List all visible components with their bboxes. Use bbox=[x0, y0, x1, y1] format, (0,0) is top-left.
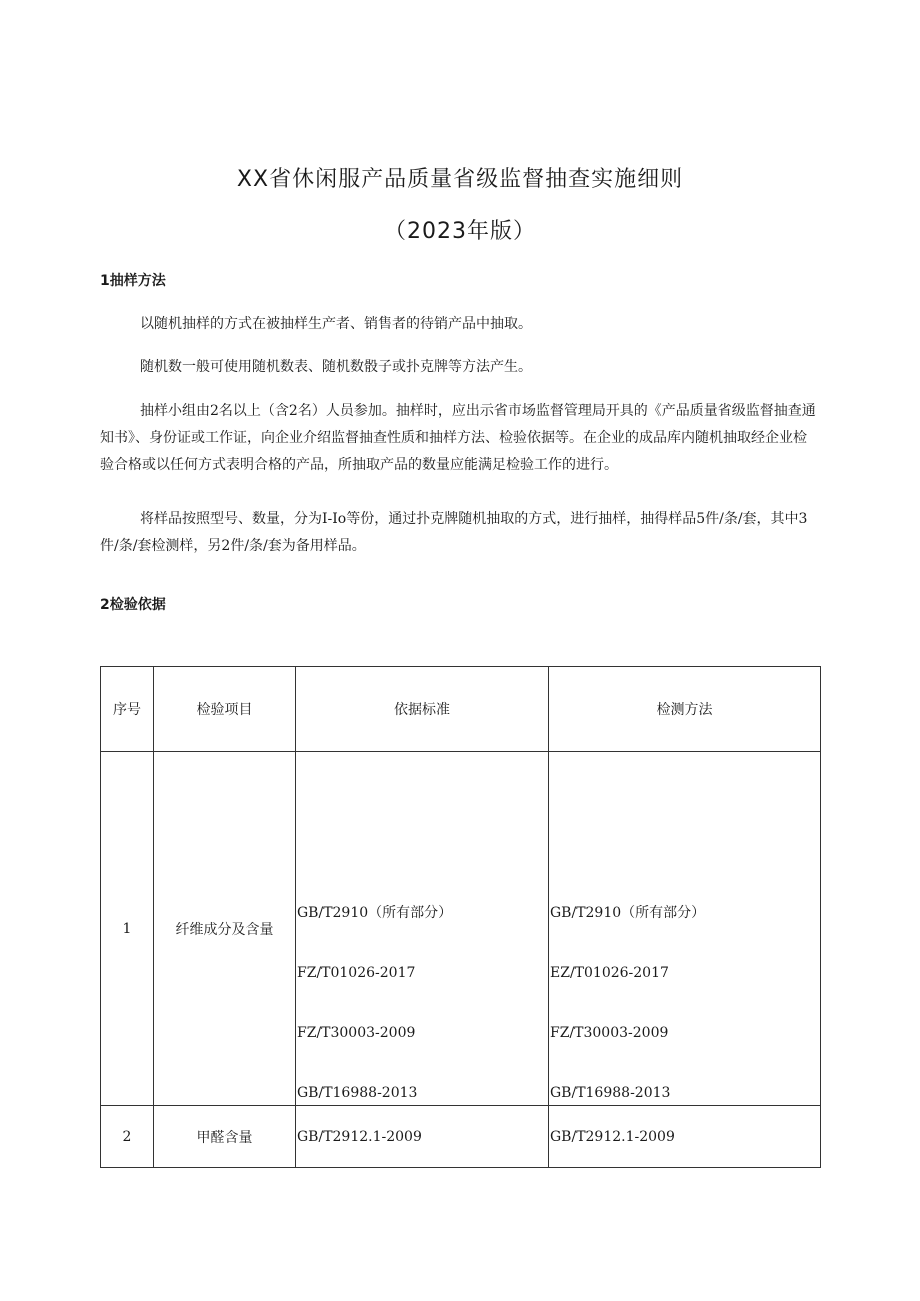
section-heading-basis: 2检验依据 bbox=[100, 597, 166, 613]
paragraph: 随机数一般可使用随机数表、随机数骰子或扑克牌等方法产生。 bbox=[140, 359, 532, 375]
document-subtitle: （2023年版） bbox=[384, 219, 536, 244]
row-number: 2 bbox=[101, 1106, 154, 1168]
method-entry: EZ/T01026-2017 bbox=[550, 965, 669, 981]
header-standard: 依据标准 bbox=[296, 667, 549, 752]
standard-entry: GB/T2912.1-2009 bbox=[296, 1106, 549, 1168]
standard-entry: GB/T2910（所有部分） bbox=[297, 905, 453, 921]
standard-entry: FZ/T01026-2017 bbox=[297, 965, 416, 981]
table-row bbox=[101, 1106, 821, 1168]
inspection-table bbox=[100, 666, 821, 1168]
header-method: 检测方法 bbox=[549, 667, 821, 752]
method-entry: GB/T2912.1-2009 bbox=[549, 1106, 821, 1168]
header-no: 序号 bbox=[101, 667, 154, 752]
row-standards bbox=[296, 752, 549, 1106]
standard-entry: GB/T16988-2013 bbox=[297, 1085, 418, 1101]
method-entry: GB/T16988-2013 bbox=[550, 1085, 671, 1101]
row-methods bbox=[549, 752, 821, 1106]
table-row bbox=[101, 752, 821, 1106]
method-entry: FZ/T30003-2009 bbox=[550, 1025, 669, 1041]
method-entry: GB/T2910（所有部分） bbox=[550, 905, 706, 921]
paragraph: 抽样小组由2名以上（含2名）人员参加。抽样时，应出示省市场监督管理局开具的《产品质量省级监督抽查通知书》、身份证或工作证，向企业介绍监督抽查性质和抽样方法、检验依据等。在企业的成品库内随机抽取经企业检验合格或以任何方式表明合格的产品，所抽取产品的数量应能满足检验工作的进行。 bbox=[100, 403, 816, 473]
section-heading-sampling: 1抽样方法 bbox=[100, 273, 166, 289]
row-number: 1 bbox=[101, 752, 154, 1106]
row-item: 纤维成分及含量 bbox=[154, 752, 296, 1106]
row-item: 甲醛含量 bbox=[154, 1106, 296, 1168]
paragraph: 将样品按照型号、数量，分为I-Io等份，通过扑克牌随机抽取的方式，进行抽样，抽得样品5件/条/套，其中3件/条/套检测样，另2件/条/套为备用样品。 bbox=[100, 511, 808, 554]
table-header-row bbox=[101, 667, 821, 752]
standard-entry: FZ/T30003-2009 bbox=[297, 1025, 416, 1041]
document-title: XX省休闲服产品质量省级监督抽查实施细则 bbox=[236, 167, 684, 192]
paragraph: 以随机抽样的方式在被抽样生产者、销售者的待销产品中抽取。 bbox=[140, 316, 532, 332]
header-item: 检验项目 bbox=[154, 667, 296, 752]
